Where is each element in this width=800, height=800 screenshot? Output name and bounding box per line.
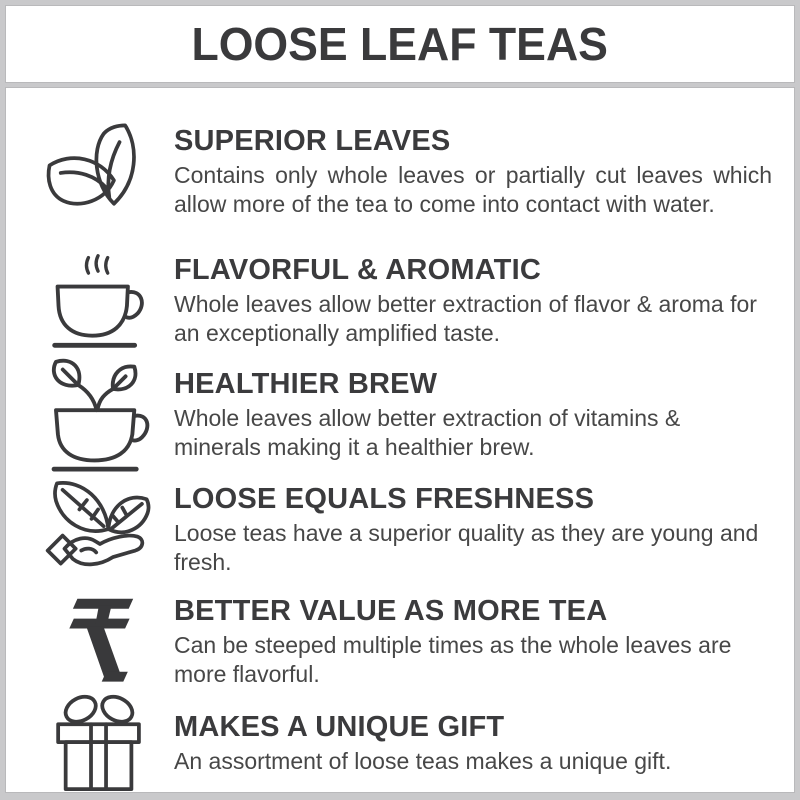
- icon-cell: [24, 248, 174, 354]
- icon-cell: [24, 692, 174, 796]
- section-loose-freshness: [24, 473, 780, 588]
- section-heading: HEALTHIER BREW: [174, 368, 438, 401]
- text-cell: [174, 254, 780, 348]
- section-heading: SUPERIOR LEAVES: [174, 125, 451, 158]
- icon-cell: [24, 474, 174, 586]
- section-heading: FLAVORFUL & AROMATIC: [174, 254, 541, 287]
- text-cell: [174, 125, 780, 219]
- text-cell: [174, 483, 780, 577]
- section-healthier-brew: [24, 358, 780, 473]
- steaming-teacup-icon: [41, 248, 157, 354]
- two-leaves-icon: [37, 116, 161, 228]
- section-heading: LOOSE EQUALS FRESHNESS: [174, 482, 595, 515]
- content-panel: [5, 87, 795, 793]
- icon-cell: [24, 357, 174, 473]
- section-description: Whole leaves allow better extraction of flavor & aroma for an exceptionally amplified taste.: [174, 291, 757, 347]
- text-cell: [174, 368, 780, 462]
- rupee-icon: [63, 593, 135, 691]
- section-unique-gift: [24, 696, 780, 792]
- text-cell: [174, 711, 780, 776]
- section-description: Loose teas have a superior quality as they are young and fresh.: [174, 519, 759, 575]
- icon-cell: [24, 116, 174, 228]
- header-panel: [5, 5, 795, 83]
- section-description: Can be steeped multiple times as the whole leaves are more flavorful.: [174, 631, 732, 687]
- section-heading: MAKES A UNIQUE GIFT: [174, 711, 505, 744]
- text-cell: [174, 595, 780, 689]
- hand-holding-leaves-icon: [36, 474, 162, 586]
- section-flavorful-aromatic: [24, 245, 780, 358]
- sprouting-teacup-icon: [43, 357, 155, 473]
- page-title: LOOSE LEAF TEAS: [191, 18, 609, 70]
- gift-box-icon: [45, 692, 153, 796]
- section-heading: BETTER VALUE AS MORE TEA: [174, 594, 608, 627]
- section-description: An assortment of loose teas makes a unique gift.: [174, 748, 672, 775]
- section-description: Whole leaves allow better extraction of vitamins & minerals making it a healthier brew.: [174, 405, 681, 461]
- section-superior-leaves: [24, 100, 780, 245]
- section-better-value: [24, 587, 780, 696]
- section-description: Contains only whole leaves or partially cut leaves which allow more of the tea to come into contact with water.: [174, 162, 772, 218]
- icon-cell: [24, 593, 174, 691]
